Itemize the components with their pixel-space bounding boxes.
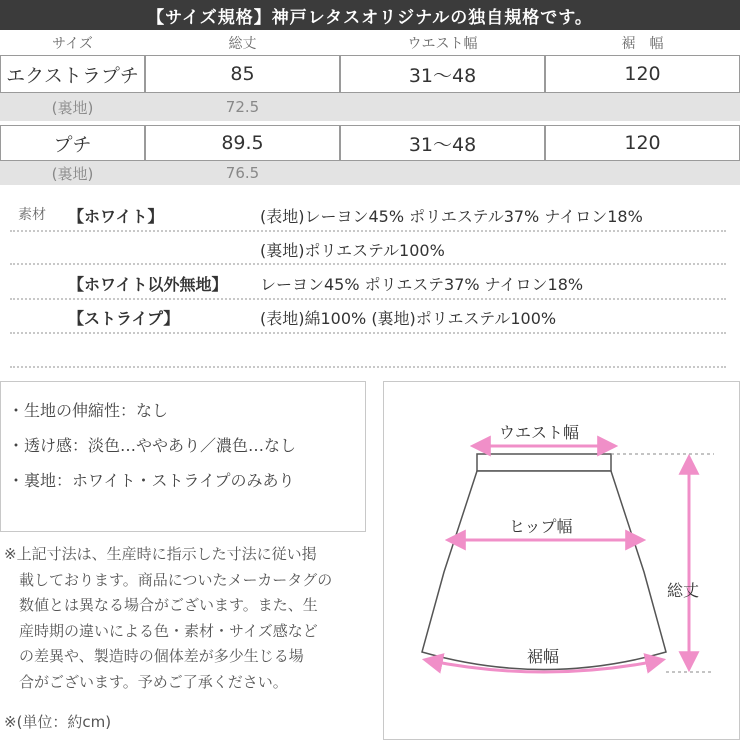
waist-label: ウエスト幅 [499,423,580,442]
header-length: 総丈 [228,36,257,52]
lining-length-value: 72.5 [225,98,260,116]
skirt-waistband [477,454,611,471]
unit-note: ※(単位：約cm) [4,713,112,731]
material-solid-text: レーヨン45% ポリエステ37% ナイロン18% [260,275,584,294]
feature-sheerness: ・透け感：淡色…ややあり／濃色…なし [8,436,297,455]
skirt-body [422,471,666,670]
lining-label: (裏地) [51,98,94,117]
material-solid-name: 【ホワイト以外無地】 [68,275,228,294]
material-white-outer: (表地)レーヨン45% ポリエステル37% ナイロン18% [260,207,643,226]
disclaimer-line: ※上記寸法は、生産時に指示した寸法に従い掲 [4,545,317,563]
length-value: 89.5 [145,125,340,161]
lining-label: (裏地) [51,164,94,183]
header-hem: 裾 幅 [621,36,664,52]
disclaimer [4,542,332,695]
dotted-divider [10,230,726,232]
disclaimer-line: 産時期の違いによる色・素材・サイズ感など [4,621,318,640]
waist-value: 31～48 [340,125,545,161]
size-diagram [383,381,740,740]
hem-label: 裾幅 [527,647,560,666]
material-stripe-name: 【ストライプ】 [68,309,180,328]
lining-length-value: 76.5 [225,164,260,182]
material-stripe-text: (表地)綿100% (裏地)ポリエステル100% [260,309,557,328]
hem-value: 120 [545,125,740,161]
feature-stretch: ・生地の伸縮性：なし [8,401,169,420]
material-label: 素材 [18,207,46,223]
size-name: プチ [0,125,145,161]
dotted-divider [10,263,726,265]
header-size: サイズ [52,36,93,52]
waist-value: 31～48 [340,55,545,93]
disclaimer-line: 合がございます。予めご了承ください。 [4,672,288,691]
length-value: 85 [145,55,340,93]
hip-label: ヒップ幅 [509,517,573,536]
disclaimer-line: 載しております。商品についたメーカータグの [4,570,333,589]
dotted-divider [10,298,726,300]
disclaimer-line: の差異や、製造時の個体差が多少生じる場 [4,647,304,665]
dotted-divider [10,366,726,368]
disclaimer-line: 数値とは異なる場合がございます。また、生 [4,596,318,614]
feature-lining: ・裏地：ホワイト・ストライプのみあり [8,471,295,490]
length-label: 総丈 [667,581,700,600]
dotted-divider [10,332,726,334]
material-white-name: 【ホワイト】 [68,207,164,226]
material-white-lining: (裏地)ポリエステル100% [260,241,445,260]
hem-value: 120 [545,55,740,93]
header-waist: ウエスト幅 [407,36,478,52]
size-name: エクストラプチ [0,55,145,93]
page-banner: 【サイズ規格】神戸レタスオリジナルの独自規格です。 [0,0,740,30]
